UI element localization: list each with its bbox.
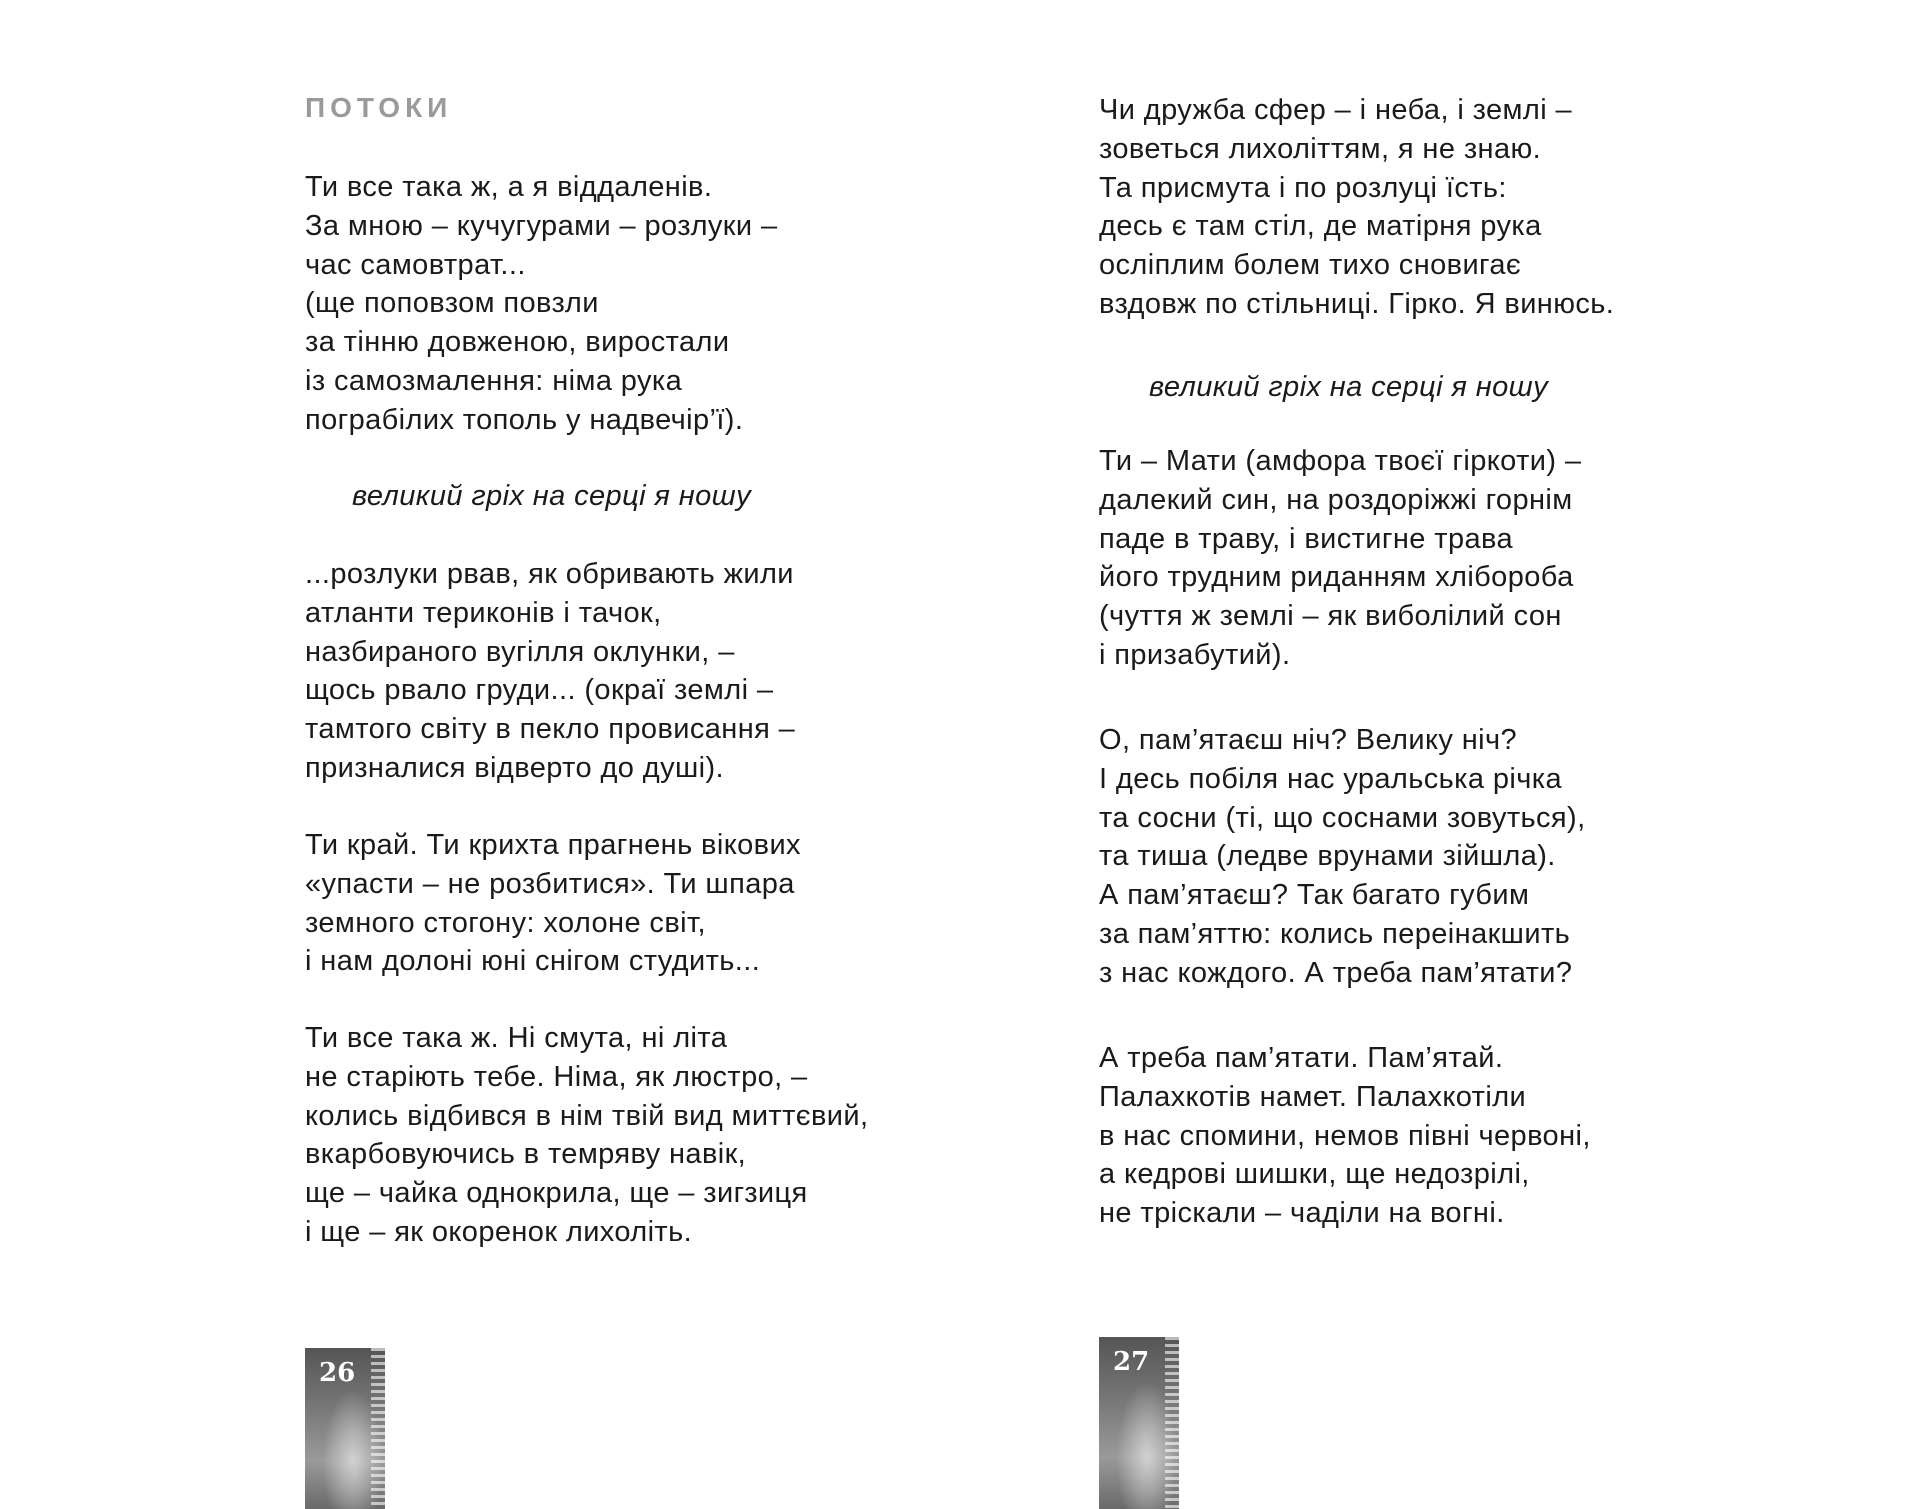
poem-line: Ти все така ж, а я віддаленів. (305, 171, 713, 203)
poem-line: атланти териконів і тачок, (305, 596, 662, 629)
poem-line: його трудним риданням хлібороба (1099, 561, 1574, 594)
poem-line: А треба пам’ятати. Пам’ятай. (1099, 1042, 1504, 1074)
poem-line: паде в траву, і вистигне трава (1099, 522, 1514, 555)
poem-line: в нас спомини, немов півні червоні, (1099, 1119, 1591, 1152)
poem-line: з нас кождого. А треба пам’ятати? (1099, 956, 1573, 989)
poem-line: не тріскали – чаділи на вогні. (1099, 1197, 1505, 1230)
refrain: великий гріх на серці я ношу (1149, 371, 1548, 403)
poem-line: пограбілих тополь у надвечір’ї). (305, 403, 744, 436)
page-number: 27 (1113, 1347, 1150, 1377)
stanza (305, 826, 801, 981)
page-number: 26 (319, 1358, 356, 1388)
poem-line: та сосни (ті, що соснами зовуться), (1099, 801, 1586, 834)
stanza (305, 555, 795, 788)
poem-line: (ще поповзом повзли (305, 287, 599, 320)
poem-line: назбираного вугілля оклунки, – (305, 635, 735, 668)
poem-line: і нам долоні юні снігом студить... (305, 945, 761, 978)
poem-line: ...розлуки рвав, як обривають жили (305, 558, 794, 590)
stanza (305, 1019, 868, 1252)
poem-line: із самозмалення: німа рука (305, 364, 683, 397)
poem-line: Палахкотів намет. Палахкотіли (1099, 1080, 1527, 1113)
poem-line: Ти все така ж. Ні смута, ні літа (305, 1022, 728, 1054)
poem-line: земного стогону: холоне світ, (305, 906, 706, 939)
poem-line: і ще – як окоренок лихоліть. (305, 1215, 693, 1248)
poem-line: не старіють тебе. Німа, як люстро, – (305, 1060, 808, 1093)
poem-line: за пам’яттю: колись переінакшить (1099, 917, 1571, 950)
poem-line: І десь побіля нас уральська річка (1099, 762, 1563, 795)
stanza (1099, 442, 1581, 675)
poem-line: десь є там стіл, де матірня рука (1099, 210, 1542, 243)
poem-line: далекий син, на роздоріжжі горнім (1099, 483, 1573, 516)
poem-line: колись відбився в нім твій вид миттєвий, (305, 1099, 869, 1132)
page-number-tab (305, 1348, 385, 1509)
poem-line: «упасти – не розбитися». Ти шпара (305, 867, 795, 900)
poem-line: За мною – кучугурами – розлуки – (305, 209, 778, 242)
poem-line: ще – чайка однокрила, ще – зигзиця (305, 1177, 808, 1210)
poem-line: Ти край. Ти крихта прагнень вікових (305, 829, 801, 861)
poem-line: вкарбовуючись в темряву навік, (305, 1138, 747, 1171)
poem-line: Чи дружба сфер – і неба, і землі – (1099, 94, 1573, 126)
poem-line: (чуття ж землі – як виболілий сон (1099, 600, 1562, 633)
refrain: великий гріх на серці я ношу (352, 480, 751, 512)
poem-line: О, пам’ятаєш ніч? Велику ніч? (1099, 724, 1518, 756)
poem-line: А пам’ятаєш? Так багато губим (1099, 879, 1530, 912)
poem-line: а кедрові шишки, ще недозрілі, (1099, 1158, 1530, 1191)
poem-line: Та присмута і по розлуці їсть: (1099, 171, 1507, 204)
poem-line: час самовтрат... (305, 248, 526, 281)
poem-line: та тиша (ледве врунами зійшла). (1099, 840, 1556, 873)
poem-line: і призабутий). (1099, 638, 1291, 671)
stanza (1099, 91, 1614, 324)
stanza (305, 168, 777, 440)
poem-line: щось рвало груди... (окраї землі – (305, 674, 774, 707)
poem-line: за тінню довженою, виростали (305, 326, 730, 359)
poem-line: вздовж по стільниці. Гірко. Я винюсь. (1099, 287, 1615, 320)
stanza (1099, 721, 1586, 993)
poem-line: зоветься лихоліттям, я не знаю. (1099, 132, 1542, 165)
poem-line: Ти – Мати (амфора твоєї гіркоти) – (1099, 445, 1582, 477)
page-number-tab (1099, 1337, 1179, 1509)
poem-line: тамтого світу в пекло провисання – (305, 713, 796, 746)
poem-title: ПОТОКИ (305, 92, 453, 123)
stanza (1099, 1039, 1591, 1233)
poem-line: призналися відверто до душі). (305, 751, 725, 784)
poem-line: осліплим болем тихо сновигає (1099, 249, 1522, 282)
